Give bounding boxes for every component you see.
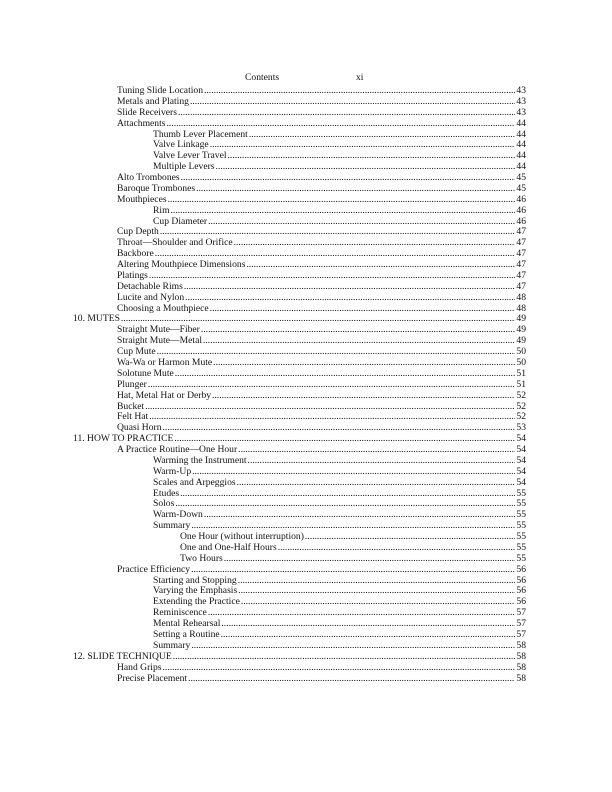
dot-leader <box>204 85 515 96</box>
toc-entry-title: Multiple Levers <box>153 161 215 173</box>
dot-leader <box>191 520 515 531</box>
dot-leader <box>216 161 516 172</box>
toc-entry <box>117 85 526 96</box>
dot-leader <box>201 324 516 335</box>
dot-leader <box>121 313 516 324</box>
toc-entry-page-number: 55 <box>516 541 526 553</box>
toc-entry-page-number: 56 <box>516 574 526 586</box>
toc-entry <box>153 216 526 227</box>
toc-entry-title: Mental Rehearsal <box>153 618 221 630</box>
dot-leader <box>210 303 516 314</box>
toc-entry-page-number: 47 <box>516 259 526 271</box>
toc-entry-page-number: 45 <box>516 172 526 184</box>
dot-leader <box>149 270 515 281</box>
dot-leader <box>221 618 515 629</box>
toc-entry <box>117 107 526 118</box>
toc-entry-title: Felt Hat <box>117 411 149 423</box>
toc-entry-title: Summary <box>153 520 191 532</box>
toc-entry-page-number: 44 <box>516 117 526 129</box>
toc-entry-page-number: 49 <box>516 335 526 347</box>
toc-entry-page-number: 48 <box>516 291 526 303</box>
toc-entry-title: Valve Linkage <box>153 139 209 151</box>
toc-entry-title: Straight Mute—Fiber <box>117 324 200 336</box>
toc-entry <box>153 488 526 499</box>
dot-leader <box>180 488 515 499</box>
dot-leader <box>171 205 516 216</box>
toc-entry-title: 11. HOW TO PRACTICE <box>73 433 174 445</box>
toc-entry <box>117 422 526 433</box>
toc-entry <box>153 596 526 607</box>
toc-entry <box>117 259 526 270</box>
toc-entry <box>153 585 526 596</box>
dot-leader <box>203 335 515 346</box>
dot-leader <box>173 651 516 662</box>
toc-entry-page-number: 58 <box>516 650 526 662</box>
toc-entry-page-number: 49 <box>516 313 526 325</box>
toc-entry-page-number: 56 <box>516 596 526 608</box>
toc-entry <box>117 183 526 194</box>
toc-entry <box>117 118 526 129</box>
dot-leader <box>238 585 515 596</box>
toc-entry <box>117 172 526 183</box>
toc-entry <box>153 129 526 140</box>
dot-leader <box>278 542 516 553</box>
toc-entry-page-number: 43 <box>516 106 526 118</box>
toc-entry-page-number: 47 <box>516 280 526 292</box>
dot-leader <box>213 357 515 368</box>
toc-entry <box>117 303 526 314</box>
toc-entry-title: Etudes <box>153 487 180 499</box>
toc-entry <box>117 662 526 673</box>
toc-entry-title: Lucite and Nylon <box>117 291 185 303</box>
toc-entry-title: Backbore <box>117 248 154 260</box>
dot-leader <box>148 379 516 390</box>
toc-entry-title: 12. SLIDE TECHNIQUE <box>73 650 172 662</box>
toc-entry-title: Altering Mouthpiece Dimensions <box>117 259 246 271</box>
toc-entry <box>117 237 526 248</box>
toc-entry-title: Precise Placement <box>117 672 188 684</box>
dot-leader <box>178 107 515 118</box>
toc-entry-title: Warming the Instrument <box>153 454 247 466</box>
toc-entry <box>117 368 526 379</box>
toc-entry-title: Solotune Mute <box>117 367 174 379</box>
toc-entry <box>153 455 526 466</box>
toc-entry-page-number: 52 <box>516 411 526 423</box>
toc-entry-title: One and One-Half Hours <box>180 541 277 553</box>
toc-entry-title: Valve Lever Travel <box>153 150 227 162</box>
toc-entry-page-number: 47 <box>516 237 526 249</box>
toc-entry-title: Scales and Arpeggios <box>153 476 236 488</box>
dot-leader <box>238 444 515 455</box>
toc-entry <box>117 390 526 401</box>
toc-entry-title: Slide Receivers <box>117 106 177 118</box>
toc-entry <box>117 248 526 259</box>
toc-entry-page-number: 57 <box>516 618 526 630</box>
toc-entry <box>117 324 526 335</box>
toc-entry <box>153 640 526 651</box>
toc-entry <box>153 509 526 520</box>
toc-entry-page-number: 55 <box>516 520 526 532</box>
toc-entry-title: Reminiscence <box>153 607 207 619</box>
toc-entry-page-number: 55 <box>516 531 526 543</box>
toc-entry <box>117 346 526 357</box>
toc-entry-page-number: 43 <box>516 95 526 107</box>
toc-entry <box>117 411 526 422</box>
dot-leader <box>175 498 515 509</box>
toc-entry <box>117 194 526 205</box>
dot-leader <box>160 226 516 237</box>
toc-entry-title: Thumb Lever Placement <box>153 128 248 140</box>
dot-leader <box>192 466 515 477</box>
toc-entry-page-number: 50 <box>516 357 526 368</box>
toc-entry-page-number: 54 <box>516 465 526 477</box>
toc-entry <box>153 150 526 161</box>
toc-entry-page-number: 58 <box>516 672 526 684</box>
dot-leader <box>221 629 516 640</box>
toc-entry-page-number: 45 <box>516 182 526 194</box>
toc-entry-title: Throat—Shoulder and Orifice <box>117 237 233 249</box>
toc-entry-page-number: 57 <box>516 607 526 619</box>
toc-entry-title: Two Hours <box>180 552 223 564</box>
toc-entry <box>117 281 526 292</box>
toc-entry-page-number: 52 <box>516 389 526 401</box>
toc-entry-title: Cup Depth <box>117 226 159 238</box>
toc-entry <box>73 433 526 444</box>
toc-entry-title: Plunger <box>117 378 147 390</box>
toc-entry <box>153 477 526 488</box>
dot-leader <box>228 150 516 161</box>
toc-entry <box>117 226 526 237</box>
toc-entry <box>153 205 526 216</box>
toc-entry-page-number: 51 <box>516 378 526 390</box>
dot-leader <box>249 129 516 140</box>
toc-entry-title: Varying the Emphasis <box>153 585 238 597</box>
toc-entry <box>180 531 526 542</box>
dot-leader <box>155 248 516 259</box>
toc-entry-page-number: 52 <box>516 400 526 412</box>
toc-entry-title: Warm-Down <box>153 509 203 521</box>
toc-entry-page-number: 44 <box>516 150 526 162</box>
toc-entry-title: Tuning Slide Location <box>117 85 203 96</box>
toc-entry-page-number: 58 <box>516 661 526 673</box>
toc-entry-title: Extending the Practice <box>153 596 240 608</box>
toc-entry-page-number: 46 <box>516 215 526 227</box>
toc-entry <box>73 313 526 324</box>
toc-entry-page-number: 50 <box>516 346 526 358</box>
dot-leader <box>163 422 516 433</box>
toc-entry-page-number: 51 <box>516 367 526 379</box>
toc-entry-title: Setting a Routine <box>153 629 220 640</box>
dot-leader <box>168 194 516 205</box>
toc-entry-page-number: 54 <box>516 433 526 445</box>
toc-entry-title: Solos <box>153 498 175 510</box>
toc-entry-title: A Practice Routine—One Hour <box>117 444 238 456</box>
toc-entry-page-number: 54 <box>516 454 526 466</box>
toc-entry-title: Alto Trombones <box>117 172 180 184</box>
dot-leader <box>237 477 516 488</box>
toc-entry-title: Summary <box>153 639 191 651</box>
toc-entry <box>117 357 526 368</box>
toc-entry-title: Rim <box>153 204 170 216</box>
toc-entry <box>117 379 526 390</box>
dot-leader <box>305 531 516 542</box>
toc-entry-title: Baroque Trombones <box>117 182 196 194</box>
dot-leader <box>210 139 516 150</box>
toc-entry-page-number: 46 <box>516 193 526 205</box>
toc-entry-page-number: 47 <box>516 248 526 260</box>
toc-entry-page-number: 55 <box>516 487 526 499</box>
toc-entry-page-number: 55 <box>516 509 526 521</box>
dot-leader <box>185 292 515 303</box>
toc-entry-title: Starting and Stopping <box>153 574 237 586</box>
toc-entry-page-number: 56 <box>516 563 526 575</box>
toc-entry-page-number: 55 <box>516 498 526 510</box>
toc-entry <box>117 564 526 575</box>
dot-leader <box>163 662 516 673</box>
dot-leader <box>246 259 515 270</box>
toc-entry-title: Warm-Up <box>153 465 192 477</box>
toc-entry-title: Hand Grips <box>117 661 162 673</box>
running-header <box>0 72 612 85</box>
toc-entry <box>153 139 526 150</box>
dot-leader <box>181 172 516 183</box>
toc-entry-title: Cup Mute <box>117 346 156 358</box>
toc-entry-title: Hat, Metal Hat or Derby <box>117 389 212 401</box>
dot-leader <box>196 183 515 194</box>
dot-leader <box>191 564 515 575</box>
toc-entry <box>73 651 526 662</box>
toc-entry-title: 10. MUTES <box>73 313 120 325</box>
dot-leader <box>204 509 516 520</box>
dot-leader <box>208 607 516 618</box>
dot-leader <box>208 216 515 227</box>
toc-entry <box>153 466 526 477</box>
toc-entry-title: Choosing a Mouthpiece <box>117 302 209 314</box>
dot-leader <box>157 346 516 357</box>
dot-leader <box>248 455 516 466</box>
dot-leader <box>224 553 516 564</box>
toc-entry-page-number: 54 <box>516 444 526 456</box>
dot-leader <box>175 368 516 379</box>
toc-entry-page-number: 54 <box>516 476 526 488</box>
dot-leader <box>241 596 516 607</box>
toc-entry <box>180 553 526 564</box>
toc-entry-title: Mouthpieces <box>117 193 167 205</box>
toc-entry <box>117 292 526 303</box>
toc-entry <box>153 520 526 531</box>
toc-entry-page-number: 57 <box>516 629 526 640</box>
toc-entry-page-number: 44 <box>516 161 526 173</box>
toc-entry-page-number: 56 <box>516 585 526 597</box>
toc-entry-title: Detachable Rims <box>117 280 183 292</box>
dot-leader <box>238 575 516 586</box>
toc-entry-title: Wa-Wa or Harmon Mute <box>117 357 213 368</box>
toc-entry-page-number: 49 <box>516 324 526 336</box>
toc-entry-title: Metals and Plating <box>117 95 189 107</box>
dot-leader <box>167 118 516 129</box>
toc-entry-page-number: 47 <box>516 269 526 281</box>
dot-leader <box>212 390 515 401</box>
toc-entry-title: Straight Mute—Metal <box>117 335 202 347</box>
toc-entry-page-number: 55 <box>516 552 526 564</box>
dot-leader <box>145 401 515 412</box>
dot-leader <box>190 96 515 107</box>
dot-leader <box>174 433 515 444</box>
dot-leader <box>234 237 516 248</box>
toc-entry-title: Attachments <box>117 117 166 129</box>
toc-entry <box>117 673 526 684</box>
running-header-page-number: xi <box>356 72 364 83</box>
toc-entry <box>153 575 526 586</box>
toc-entry-page-number: 44 <box>516 139 526 151</box>
dot-leader <box>149 411 515 422</box>
toc-entry <box>153 498 526 509</box>
toc-entry <box>117 96 526 107</box>
toc-entry-title: One Hour (without interruption) <box>180 531 304 543</box>
toc-entry-title: Cup Diameter <box>153 215 208 227</box>
toc-entry-page-number: 47 <box>516 226 526 238</box>
toc-entry-title: Platings <box>117 269 148 281</box>
running-header-title: Contents <box>245 72 280 83</box>
toc-entry <box>153 607 526 618</box>
toc-entry <box>153 618 526 629</box>
toc-entry-title: Bucket <box>117 400 145 412</box>
toc-entry-page-number: 58 <box>516 639 526 651</box>
toc-entry <box>117 444 526 455</box>
toc-entry-page-number: 53 <box>516 422 526 434</box>
toc-entry-page-number: 48 <box>516 302 526 314</box>
toc-entry-page-number: 46 <box>516 204 526 216</box>
dot-leader <box>184 281 516 292</box>
toc-entry <box>153 629 526 640</box>
toc-entry-page-number: 44 <box>516 128 526 140</box>
toc-entry <box>117 401 526 412</box>
toc-entry <box>180 542 526 553</box>
toc-entry <box>153 161 526 172</box>
toc-entry-title: Practice Efficiency <box>117 563 191 575</box>
dot-leader <box>188 673 515 684</box>
toc-entry <box>117 335 526 346</box>
toc-entry <box>117 270 526 281</box>
toc-entry-page-number: 43 <box>516 85 526 96</box>
dot-leader <box>191 640 515 651</box>
toc-entry-title: Quasi Horn <box>117 422 162 434</box>
